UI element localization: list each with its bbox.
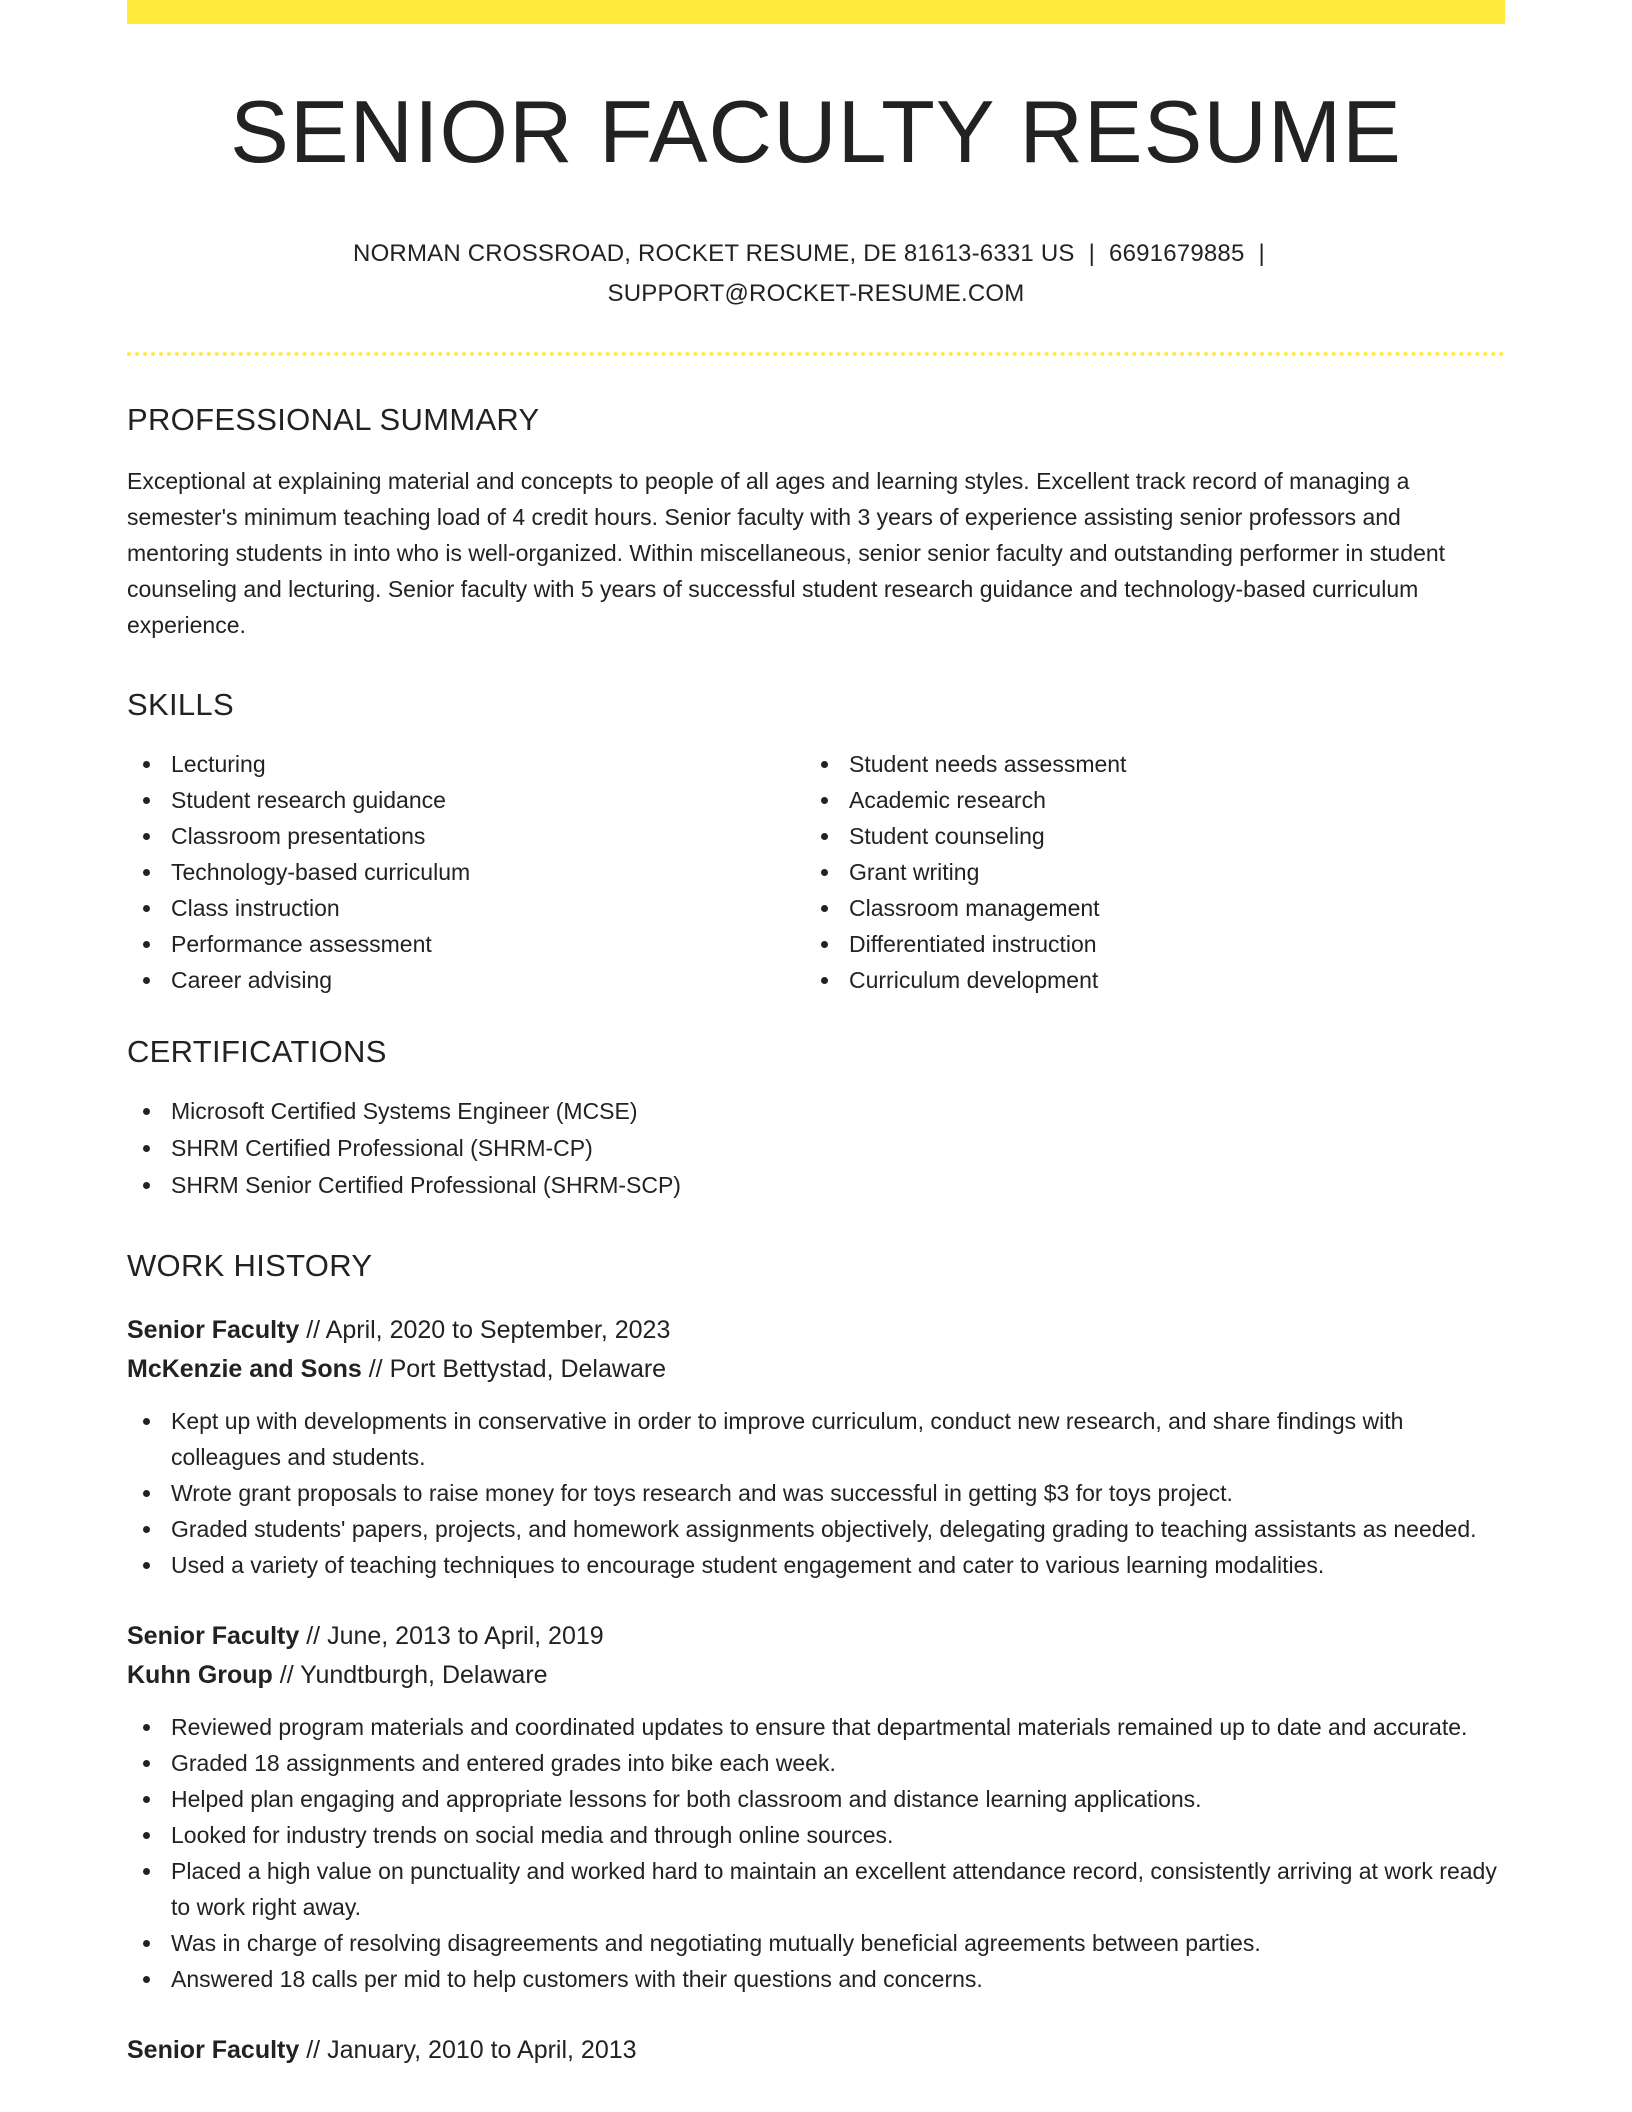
job-dates: April, 2020 to September, 2023: [325, 1316, 671, 1344]
contact-address: NORMAN CROSSROAD, ROCKET RESUME, DE 81613-6331 US: [353, 240, 1075, 267]
job-location: Yundtburgh, Delaware: [300, 1661, 548, 1689]
skill-item: Student needs assessment: [805, 746, 1483, 782]
job-title-line: [127, 1617, 1505, 1656]
section-heading-certifications: CERTIFICATIONS: [127, 1034, 387, 1069]
job-bullets: [127, 1403, 1505, 1583]
skills-section: [127, 689, 1505, 998]
job-bullet: Wrote grant proposals to raise money for toys research and was successful in getting $3 for toys project.: [127, 1475, 1505, 1511]
contact-phone: 6691679885: [1109, 240, 1245, 267]
job-entry: [127, 1617, 1505, 1997]
job-entry: [127, 2031, 1505, 2070]
skill-item: Technology-based curriculum: [127, 854, 805, 890]
contact-line-1: [127, 234, 1505, 274]
job-separator: //: [299, 1622, 328, 1650]
section-heading-work-history: WORK HISTORY: [127, 1248, 373, 1283]
skill-item: Grant writing: [805, 854, 1483, 890]
resume-title: SENIOR FACULTY RESUME: [230, 82, 1402, 181]
certification-item: Microsoft Certified Systems Engineer (MCSE): [127, 1093, 1505, 1130]
job-title: Senior Faculty: [127, 2036, 300, 2064]
professional-summary-section: [127, 404, 1505, 643]
job-bullet: Placed a high value on punctuality and worked hard to maintain an excellent attendance record, consistently arriving at work ready to work right away.: [127, 1853, 1505, 1925]
job-separator: //: [272, 1661, 301, 1689]
job-company-line: [127, 1350, 1505, 1389]
skill-item: Student counseling: [805, 818, 1483, 854]
job-bullet: Graded 18 assignments and entered grades into bike each week.: [127, 1745, 1505, 1781]
skill-item: Academic research: [805, 782, 1483, 818]
job-dates: January, 2010 to April, 2013: [327, 2036, 637, 2064]
skill-item: Curriculum development: [805, 962, 1483, 998]
job-dates: June, 2013 to April, 2019: [327, 1622, 604, 1650]
certification-item: SHRM Certified Professional (SHRM-CP): [127, 1130, 1505, 1167]
job-separator: //: [361, 1355, 390, 1383]
job-title-line: [127, 1311, 1505, 1350]
skill-item: Classroom presentations: [127, 818, 805, 854]
certifications-section: [127, 1036, 1505, 1204]
skill-item: Student research guidance: [127, 782, 805, 818]
skill-item: Lecturing: [127, 746, 805, 782]
work-history-section: [127, 1250, 1505, 2070]
contact-line-2: [127, 274, 1505, 314]
job-company: McKenzie and Sons: [127, 1355, 362, 1383]
job-bullet: Reviewed program materials and coordinated updates to ensure that departmental materials remained up to date and accurate.: [127, 1709, 1505, 1745]
job-bullet: Helped plan engaging and appropriate lessons for both classroom and distance learning applications.: [127, 1781, 1505, 1817]
skills-column-left: [127, 746, 805, 998]
skill-item: Differentiated instruction: [805, 926, 1483, 962]
job-company-line: [127, 1656, 1505, 1695]
job-title-line: [127, 2031, 1505, 2070]
skills-column-right: [805, 746, 1483, 998]
job-bullet: Used a variety of teaching techniques to encourage student engagement and cater to various learning modalities.: [127, 1547, 1505, 1583]
job-bullet: Graded students' papers, projects, and homework assignments objectively, delegating grading to teaching assistants as needed.: [127, 1511, 1505, 1547]
summary-text: Exceptional at explaining material and concepts to people of all ages and learning styles. Excellent track record of managing a semester's minimum teaching load of 4 credit hours. Senior faculty with 3 years of experience assisting senior professors and mentoring students in into who is well-organized. Within miscellaneous, senior senior faculty and outstanding performer in student counseling and lecturing. Senior faculty with 5 years of successful student research guidance and technology-based curriculum experience.: [127, 468, 1446, 638]
skill-item: Classroom management: [805, 890, 1483, 926]
contact-separator: |: [1258, 240, 1265, 267]
accent-top-bar: [127, 0, 1505, 24]
job-bullet: Answered 18 calls per mid to help customers with their questions and concerns.: [127, 1961, 1505, 1997]
job-title: Senior Faculty: [127, 1316, 300, 1344]
skill-item: Class instruction: [127, 890, 805, 926]
job-location: Port Bettystad, Delaware: [389, 1355, 667, 1383]
section-heading-summary: PROFESSIONAL SUMMARY: [127, 402, 540, 437]
job-entry: [127, 1311, 1505, 1583]
contact-email: SUPPORT@ROCKET-RESUME.COM: [607, 280, 1025, 307]
job-bullets: [127, 1709, 1505, 1997]
contact-info: [127, 234, 1505, 314]
section-heading-skills: SKILLS: [127, 687, 234, 722]
job-bullet: Was in charge of resolving disagreements and negotiating mutually beneficial agreements between parties.: [127, 1925, 1505, 1961]
job-separator: //: [299, 2036, 328, 2064]
certifications-list: [127, 1093, 1505, 1204]
skills-grid: [127, 746, 1505, 998]
dotted-divider: [127, 352, 1505, 356]
skill-item: Career advising: [127, 962, 805, 998]
job-separator: //: [299, 1316, 326, 1344]
job-title: Senior Faculty: [127, 1622, 300, 1650]
job-company: Kuhn Group: [127, 1661, 273, 1689]
contact-separator: |: [1088, 240, 1096, 267]
certification-item: SHRM Senior Certified Professional (SHRM-SCP): [127, 1167, 1505, 1204]
job-bullet: Kept up with developments in conservative in order to improve curriculum, conduct new research, and share findings with colleagues and students.: [127, 1403, 1505, 1475]
skill-item: Performance assessment: [127, 926, 805, 962]
job-bullet: Looked for industry trends on social media and through online sources.: [127, 1817, 1505, 1853]
resume-page: [127, 0, 1505, 2070]
